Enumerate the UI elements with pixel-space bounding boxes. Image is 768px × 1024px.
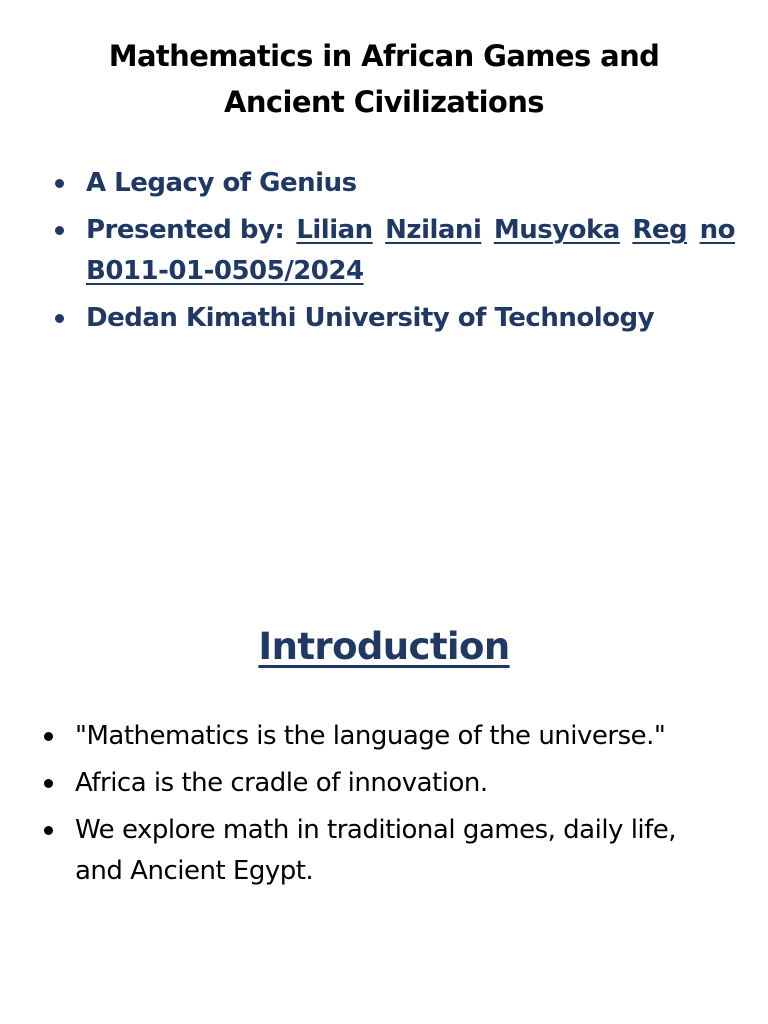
cradle-text: Africa is the cradle of innovation.: [75, 768, 488, 798]
bullet-dot-icon: [44, 779, 53, 788]
reg-number: B011-01-0505/2024: [86, 256, 364, 286]
slide-title-line-2: Ancient Civilizations: [224, 85, 544, 119]
slide-title-line-1: Mathematics in African Games and: [108, 39, 660, 73]
explore-text: We explore math in traditional games, daily life, and Ancient Egypt.: [75, 815, 677, 886]
introduction-title: [0, 622, 768, 672]
slide-title: [60, 33, 708, 125]
introduction-slide: [0, 512, 768, 1024]
presenter-word: Reg: [632, 215, 688, 245]
legacy-text: A Legacy of Genius: [86, 168, 357, 198]
bullet-dot-icon: [44, 826, 53, 835]
quote-text: "Mathematics is the language of the universe.": [75, 721, 666, 751]
introduction-bullet-list: [44, 716, 704, 898]
bullet-explore: [44, 810, 704, 892]
title-slide-bullet-list: [55, 163, 735, 345]
introduction-title-text: Introduction: [258, 625, 510, 668]
bullet-dot-icon: [55, 314, 64, 323]
bullet-presenter: [55, 210, 735, 292]
bullet-dot-icon: [55, 179, 64, 188]
presenter-word: Nzilani: [385, 215, 482, 245]
bullet-dot-icon: [55, 226, 64, 235]
presenter-name-link[interactable]: [296, 210, 735, 251]
presenter-word: no: [699, 215, 735, 245]
bullet-cradle: [44, 763, 704, 804]
bullet-quote: [44, 716, 704, 757]
presenter-row: [86, 210, 735, 251]
presented-by-label: Presented by:: [86, 215, 285, 245]
presenter-word: Musyoka: [493, 215, 620, 245]
bullet-university: [55, 298, 735, 339]
presenter-word: Lilian: [296, 215, 373, 245]
bullet-dot-icon: [44, 732, 53, 741]
university-text: Dedan Kimathi University of Technology: [86, 303, 655, 333]
bullet-legacy: [55, 163, 735, 204]
